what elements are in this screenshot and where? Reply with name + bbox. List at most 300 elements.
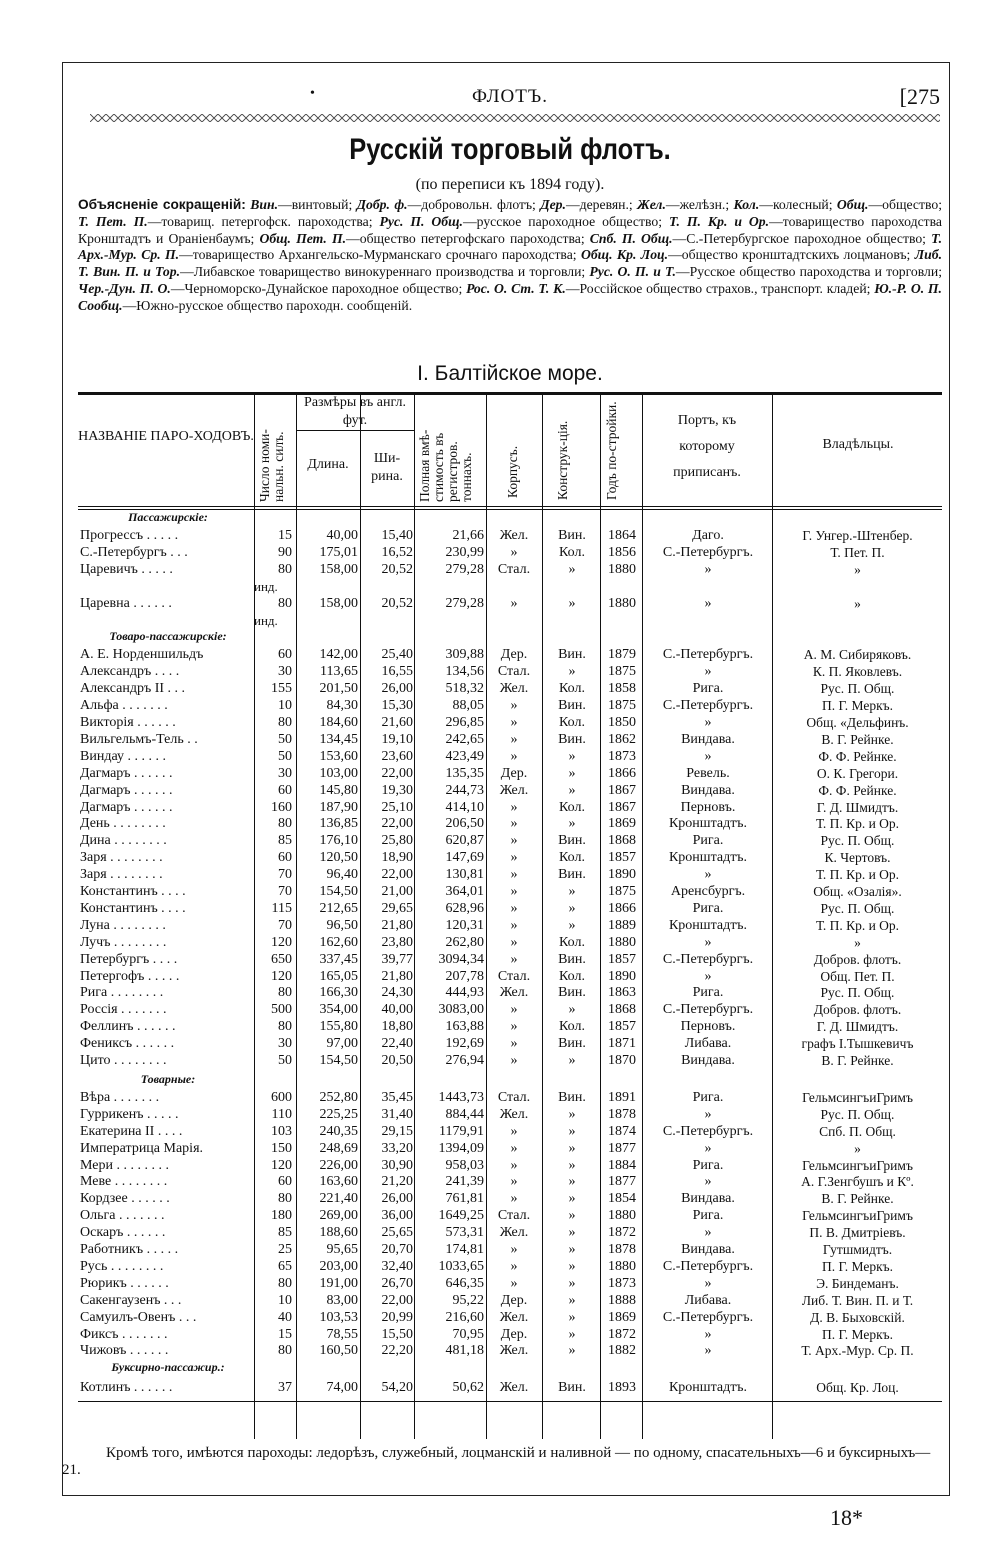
table-row [78, 1141, 942, 1158]
owner-value: А. М. Сибиряковъ. [803, 647, 912, 663]
tonnage-value: 628,96 [445, 900, 484, 916]
ship-name: Константинъ . . . . [80, 900, 186, 916]
ship-name: Константинъ . . . . [80, 884, 186, 899]
year-value: 1875 [608, 664, 636, 680]
table-row [78, 1259, 942, 1276]
abbreviation-definition: —Либавское товарищество винокуреннаго производства и торговли; [180, 264, 590, 280]
length-value: 252,80 [319, 1089, 358, 1105]
hp-value: 180 [271, 1208, 292, 1224]
year-value: 1872 [608, 1326, 636, 1342]
tonnage-value: 620,87 [445, 833, 484, 849]
year-value: 1875 [608, 698, 636, 714]
year-value: 1864 [608, 528, 636, 543]
ship-name: Александръ . . . . [80, 664, 180, 680]
hp-value: 80 [278, 1343, 292, 1359]
year-value: 1857 [608, 951, 636, 967]
owner-value: Ф. Ф. Рейнке. [818, 782, 897, 798]
hp-value: 60 [278, 1174, 292, 1190]
year-value: 1890 [608, 968, 636, 984]
length-value: 103,00 [319, 765, 358, 781]
tonnage-value: 364,01 [445, 884, 484, 899]
hull-value: » [510, 900, 518, 916]
construction-value: Вин. [558, 951, 586, 967]
hull-value: » [510, 1123, 518, 1139]
tonnage-value: 309,88 [445, 647, 484, 663]
year-value: 1869 [608, 816, 636, 832]
abbreviation-term: Дер. [540, 197, 566, 212]
hp-value: 60 [278, 647, 292, 663]
tonnage-value: 207,78 [445, 968, 484, 984]
owner-value: П. Г. Меркъ. [821, 1326, 893, 1342]
port-value: Виндава. [681, 782, 735, 798]
ship-name: Лучъ . . . . . . . . [80, 934, 167, 950]
owner-value: Рус. П. Общ. [820, 1106, 895, 1122]
tonnage-value: 241,39 [445, 1174, 484, 1190]
year-value: 1867 [608, 782, 636, 798]
construction-value: Вин. [558, 647, 586, 663]
owner-value: графъ I.Тышкевичъ [801, 1036, 914, 1052]
abbreviation-term: Рос. О. Ст. Т. К. [466, 280, 566, 296]
year-value: 1863 [608, 985, 636, 1001]
tonnage-value: 279,28 [445, 561, 484, 577]
width-value: 26,70 [381, 1275, 413, 1291]
length-value: 191,00 [319, 1275, 358, 1291]
owner-value: А. Г.Зенгбушъ и Кº. [801, 1174, 914, 1190]
table-row [78, 816, 942, 833]
port-value: Ревель. [686, 765, 730, 781]
width-value: 19,30 [381, 782, 413, 798]
group-heading: Буксирно-пассажир.: [111, 1360, 225, 1375]
ship-name: Кордзее . . . . . . [80, 1191, 170, 1207]
tonnage-value: 444,93 [445, 985, 484, 1001]
length-value: 187,90 [319, 799, 358, 815]
year-value: 1882 [608, 1343, 636, 1359]
length-value: 142,00 [319, 647, 358, 663]
length-value: 97,00 [326, 1036, 358, 1052]
construction-value: Вин. [558, 985, 586, 1001]
abbreviation-term: Спб. П. Общ. [589, 230, 673, 246]
abbreviation-definition: —колесный; [759, 197, 837, 212]
year-value: 1871 [608, 1036, 636, 1052]
col-name-header: НАЗВАНІЕ ПАРО-ХОДОВЪ. [78, 429, 254, 444]
abbreviation-definition: —товарищество Архангельско-Мурманскаго срочнаго пароходства; [179, 247, 581, 263]
length-value: 166,30 [319, 985, 358, 1001]
construction-value: » [568, 1106, 576, 1122]
abbreviation-definition: —товарищество пароходства Кронштадтъ и Ораніенбаумъ; [78, 213, 943, 246]
table-row [78, 715, 942, 732]
port-value: Кронштадтъ. [668, 917, 748, 933]
width-value: 25,65 [381, 1225, 413, 1241]
construction-value: » [568, 561, 576, 577]
construction-value: » [568, 917, 576, 933]
abbreviation-definition: —Русское общество пароходства и торговли; [675, 264, 943, 280]
length-value: 184,60 [319, 715, 358, 730]
hp-value: 155 [271, 681, 292, 697]
ship-name: Котлинъ . . . . . . [80, 1380, 173, 1396]
hp-value: 30 [278, 664, 292, 680]
ship-name: Луна . . . . . . . . [80, 917, 166, 933]
owner-value: К. Чертовъ. [824, 850, 891, 866]
width-value: 35,45 [381, 1089, 413, 1105]
width-value: 18,80 [381, 1019, 413, 1035]
ship-name: Сакенгаузенъ . . . [80, 1292, 182, 1308]
port-value: Рига. [692, 1089, 724, 1105]
port-value: Рига. [692, 1157, 724, 1173]
construction-value: » [568, 1208, 576, 1224]
hp-value: 85 [278, 833, 292, 849]
width-value: 15,40 [381, 528, 413, 543]
table-row [78, 749, 942, 766]
abbreviation-definition: —русское пароходное общество; [462, 213, 669, 229]
hull-value: Жел. [499, 1106, 529, 1122]
ship-name: Дагмаръ . . . . . . [80, 782, 173, 798]
hp-value: 80 [278, 1275, 292, 1291]
owner-value: В. Г. Рейнке. [821, 731, 894, 747]
owner-value: Г. Унгер.-Штенбер. [802, 528, 913, 543]
construction-value: » [568, 782, 576, 798]
length-value: 225,25 [319, 1106, 358, 1122]
width-value: 21,00 [381, 884, 413, 899]
width-value: 26,00 [381, 681, 413, 697]
length-value: 120,50 [319, 850, 358, 866]
tonnage-value: 242,65 [445, 731, 484, 747]
year-value: 1877 [608, 1140, 636, 1156]
year-value: 1854 [608, 1191, 636, 1207]
length-value: 212,65 [319, 900, 358, 916]
year-value: 1877 [608, 1174, 636, 1190]
construction-value: Вин. [558, 731, 586, 747]
table-row [78, 800, 942, 817]
width-value: 32,40 [381, 1258, 413, 1274]
hp-value: 15 [278, 528, 292, 543]
hull-value: Стал. [497, 664, 531, 680]
hull-value: Стал. [497, 968, 531, 984]
owner-value: Рус. П. Общ. [820, 900, 895, 916]
tonnage-value: 958,03 [445, 1157, 484, 1173]
ship-name: Вильгельмъ-Тель . . [80, 731, 198, 747]
table-row [78, 884, 942, 901]
tonnage-value: 130,81 [445, 867, 484, 883]
tonnage-value: 21,66 [452, 528, 484, 543]
width-value: 22,00 [381, 816, 413, 832]
table-row [78, 918, 942, 935]
owner-value: Рус. П. Общ. [820, 681, 895, 697]
width-value: 19,10 [381, 731, 413, 747]
construction-value: » [568, 1258, 576, 1274]
ship-name: Ольга . . . . . . . [80, 1208, 165, 1224]
port-value: Кронштадтъ. [668, 1380, 748, 1396]
width-value: 21,60 [381, 715, 413, 730]
hull-value: » [510, 1191, 518, 1207]
signature-mark: 18* [830, 1505, 863, 1530]
construction-value: Вин. [558, 698, 586, 714]
year-value: 1878 [608, 1242, 636, 1257]
tonnage-value: 120,31 [445, 917, 484, 933]
table-row [78, 1380, 942, 1397]
ship-name: Викторія . . . . . . [80, 715, 176, 730]
hull-value: » [510, 833, 518, 849]
width-value: 20,52 [381, 561, 413, 577]
year-value: 1866 [608, 900, 636, 916]
col-tonnage-header: Полная вмѣ-стимость въ регистров. тоннахъ. [417, 429, 474, 502]
ship-name: Вѣра . . . . . . . [80, 1089, 160, 1105]
table-row [78, 901, 942, 918]
table-row [78, 1036, 942, 1053]
construction-value: » [568, 1326, 576, 1342]
ship-name: Петергофъ . . . . . [80, 968, 180, 984]
hp-value: 650 [271, 951, 292, 967]
tonnage-value: 216,60 [445, 1309, 484, 1325]
port-value: » [704, 595, 712, 611]
ship-name: Заря . . . . . . . . [80, 850, 163, 866]
width-value: 40,00 [381, 1002, 413, 1018]
table-row [78, 596, 942, 613]
hp-value: 110 [271, 1106, 292, 1122]
port-value: Виндава. [681, 1053, 735, 1068]
port-value: Рига. [692, 1208, 724, 1224]
hull-value: » [510, 816, 518, 832]
port-value: Перновъ. [680, 1019, 736, 1035]
construction-value: » [568, 1191, 576, 1207]
owner-value: Д. В. Быховскій. [810, 1309, 905, 1325]
construction-value: » [568, 1242, 576, 1257]
port-value: С.-Петербургъ. [662, 1309, 754, 1325]
abbreviation-term: Жел. [637, 197, 666, 212]
year-value: 1850 [608, 715, 636, 730]
tonnage-value: 192,69 [445, 1036, 484, 1052]
construction-value: » [568, 1053, 576, 1068]
table-row [78, 1343, 942, 1360]
hp-value: 37 [278, 1380, 292, 1396]
col-owner-header: Владѣльцы. [822, 437, 894, 452]
col-dims-header: Размѣры въ англ. фут. [296, 394, 414, 431]
tonnage-value: 279,28 [445, 595, 484, 611]
hull-value: Дер. [500, 765, 528, 781]
length-value: 153,60 [319, 748, 358, 764]
tonnage-value: 761,81 [445, 1191, 484, 1207]
table-row [78, 833, 942, 850]
width-value: 24,30 [381, 985, 413, 1001]
owner-value: Спб. П. Общ. [819, 1123, 896, 1139]
ship-name: Дина . . . . . . . . [80, 833, 167, 849]
hp-value: 80 [278, 985, 292, 1001]
year-value: 1880 [608, 561, 636, 577]
hp-value: 70 [278, 884, 292, 899]
width-value: 36,00 [381, 1208, 413, 1224]
hp-value: 80 [278, 1019, 292, 1035]
year-value: 1873 [608, 1275, 636, 1291]
abbreviation-term: Т. Арх.-Мур. Ср. П. [78, 230, 943, 263]
owner-value: Т. П. Кр. и Ор. [815, 867, 900, 883]
hull-value: » [510, 1036, 518, 1052]
table-row [78, 935, 942, 952]
construction-value: » [568, 1343, 576, 1359]
length-value: 74,00 [326, 1380, 358, 1396]
width-value: 16,55 [381, 664, 413, 680]
abbreviations-paragraph [78, 197, 942, 315]
width-value: 20,52 [381, 595, 413, 611]
col-hull-header: Корпусъ. [505, 445, 520, 498]
port-value: Кронштадтъ. [668, 816, 748, 832]
owner-value: Г. Д. Шмидтъ. [816, 1019, 899, 1035]
port-value: » [704, 748, 712, 764]
ship-name: Петербургъ . . . . [80, 951, 178, 967]
header-bottom-rule [78, 506, 942, 507]
ship-name: Царевна . . . . . . [80, 595, 172, 611]
hp-value: 60 [278, 782, 292, 798]
table-row [78, 1107, 942, 1124]
construction-value: Вин. [558, 528, 586, 543]
ship-name: Альфа . . . . . . . [80, 698, 168, 714]
construction-value: » [568, 900, 576, 916]
tonnage-value: 1443,73 [438, 1089, 484, 1105]
tonnage-value: 414,10 [445, 799, 484, 815]
port-value: С.-Петербургъ. [662, 951, 754, 967]
table-bottom-rule [78, 1401, 942, 1402]
page-number: [275 [899, 84, 940, 109]
hull-value: Дер. [500, 1292, 528, 1308]
width-value: 39,77 [381, 951, 413, 967]
port-value: » [704, 1225, 712, 1241]
width-value: 23,80 [381, 934, 413, 950]
ship-name: Гуррикенъ . . . . . [80, 1106, 179, 1122]
hp-value: 10 [278, 698, 292, 714]
abbreviations-lead: Объясненіе сокращеній: [78, 197, 246, 212]
width-value: 22,20 [381, 1343, 413, 1359]
table-row [78, 1327, 942, 1344]
abbreviation-definition: —деревян.; [565, 197, 638, 212]
hp-value: 25 [278, 1242, 292, 1257]
owner-value: Э. Биндеманъ. [816, 1275, 899, 1291]
width-value: 21,80 [381, 917, 413, 933]
page-title: Русскій торговый флотъ. [349, 133, 671, 166]
owner-value: Рус. П. Общ. [820, 985, 895, 1001]
table-row [78, 1124, 942, 1141]
hp-value: 500 [271, 1002, 292, 1018]
ship-name: Рюрикъ . . . . . . [80, 1275, 169, 1291]
construction-value: Кол. [559, 681, 585, 697]
hp-value: 50 [278, 748, 292, 764]
tonnage-value: 3094,34 [438, 951, 484, 967]
group-heading: Пассажирскіе: [128, 510, 208, 524]
hull-value: » [510, 1053, 518, 1068]
year-value: 1893 [608, 1380, 636, 1396]
hull-value: » [510, 698, 518, 714]
hull-value: Жел. [499, 528, 529, 543]
construction-value: Вин. [558, 833, 586, 849]
port-value: Даго. [692, 528, 724, 543]
abbreviation-term: Вин. [250, 197, 279, 212]
tonnage-value: 135,35 [445, 765, 484, 781]
length-value: 95,65 [326, 1242, 358, 1257]
hull-value: » [510, 1002, 518, 1018]
tonnage-value: 230,99 [445, 544, 484, 560]
length-value: 176,10 [319, 833, 358, 849]
hull-value: » [510, 715, 518, 730]
length-value: 83,00 [326, 1292, 358, 1308]
ship-name: Меве . . . . . . . . [80, 1174, 168, 1190]
owner-value: ГельмсингъиГримъ [802, 1089, 913, 1105]
ship-name: А. Е. Норденшильдъ [80, 647, 204, 663]
col-year-header: Годъ по-стройки. [604, 401, 619, 500]
ind-note: инд. [254, 578, 278, 594]
width-value: 33,20 [381, 1140, 413, 1156]
footnote: Кромѣ того, имѣются пароходы: ледорѣзъ, служебный, лоцманскій и наливной — по одному, спасательныхъ—6 и буксирныхъ—21. [62, 1445, 931, 1478]
width-value: 20,50 [381, 1053, 413, 1068]
owner-value: П. В. Дмитріевъ. [809, 1225, 906, 1241]
ship-name: Мери . . . . . . . . [80, 1157, 169, 1173]
abbreviation-definition: —общество петергофскаго пароходства; [346, 230, 590, 246]
width-value: 30,90 [381, 1157, 413, 1173]
col-port-header: Портъ, къ которому приписанъ. [673, 413, 741, 480]
tonnage-value: 147,69 [445, 850, 484, 866]
table-top-rule [78, 392, 942, 395]
table-row [78, 783, 942, 800]
year-value: 1868 [608, 1002, 636, 1018]
tonnage-value: 134,56 [445, 664, 484, 680]
abbreviations-items [78, 197, 942, 313]
tonnage-value: 1179,91 [439, 1123, 484, 1139]
abbreviation-term: Рус. П. Общ. [379, 213, 463, 229]
port-value: Рига. [692, 681, 724, 697]
width-value: 54,20 [381, 1380, 413, 1396]
ship-name: Дагмаръ . . . . . . [80, 765, 173, 781]
owner-value: П. Г. Меркъ. [821, 698, 893, 714]
width-value: 22,40 [381, 1036, 413, 1052]
table-row [78, 1310, 942, 1327]
width-value: 22,00 [381, 1292, 413, 1308]
abbreviation-term: Кол. [733, 197, 760, 212]
hp-value: 115 [271, 900, 292, 916]
length-value: 175,01 [319, 544, 358, 560]
abbreviation-definition: —общество кронштадтскихъ лоцмановъ; [668, 247, 915, 263]
hp-value: 50 [278, 1053, 292, 1068]
length-value: 203,00 [319, 1258, 358, 1274]
col-length-header: Длина. [307, 457, 349, 472]
table-row [78, 985, 942, 1002]
ship-name: Дагмаръ . . . . . . [80, 799, 173, 815]
group-heading: Товарные: [140, 1071, 196, 1086]
owner-value: Общ. Кр. Лоц. [816, 1380, 899, 1396]
hull-value: » [510, 850, 518, 866]
hull-value: Стал. [497, 561, 531, 577]
year-value: 1875 [608, 884, 636, 899]
construction-value: Вин. [558, 1380, 586, 1396]
tonnage-value: 296,85 [445, 715, 484, 730]
tonnage-value: 70,95 [452, 1326, 484, 1342]
table-row [78, 545, 942, 562]
wavy-divider [90, 114, 940, 124]
ship-name: Заря . . . . . . . . [80, 867, 163, 883]
length-value: 269,00 [319, 1208, 358, 1224]
length-value: 337,45 [319, 951, 358, 967]
hp-value: 80 [278, 561, 292, 577]
tonnage-value: 276,94 [445, 1053, 484, 1068]
ship-name: Фиксъ . . . . . . . [80, 1326, 168, 1342]
tonnage-value: 262,80 [445, 934, 484, 950]
owner-value: Г. Д. Шмидтъ. [816, 799, 899, 815]
table-row [78, 698, 942, 715]
hp-value: 120 [271, 968, 292, 984]
ship-name: С.-Петербургъ . . . [80, 544, 188, 560]
construction-value: Вин. [558, 867, 586, 883]
table-row [78, 969, 942, 986]
owner-value: Т. Пет. П. [830, 544, 885, 560]
table-row [78, 1208, 942, 1225]
tonnage-value: 50,62 [452, 1380, 484, 1396]
port-value: С.-Петербургъ. [662, 698, 754, 714]
table-row [78, 664, 942, 681]
